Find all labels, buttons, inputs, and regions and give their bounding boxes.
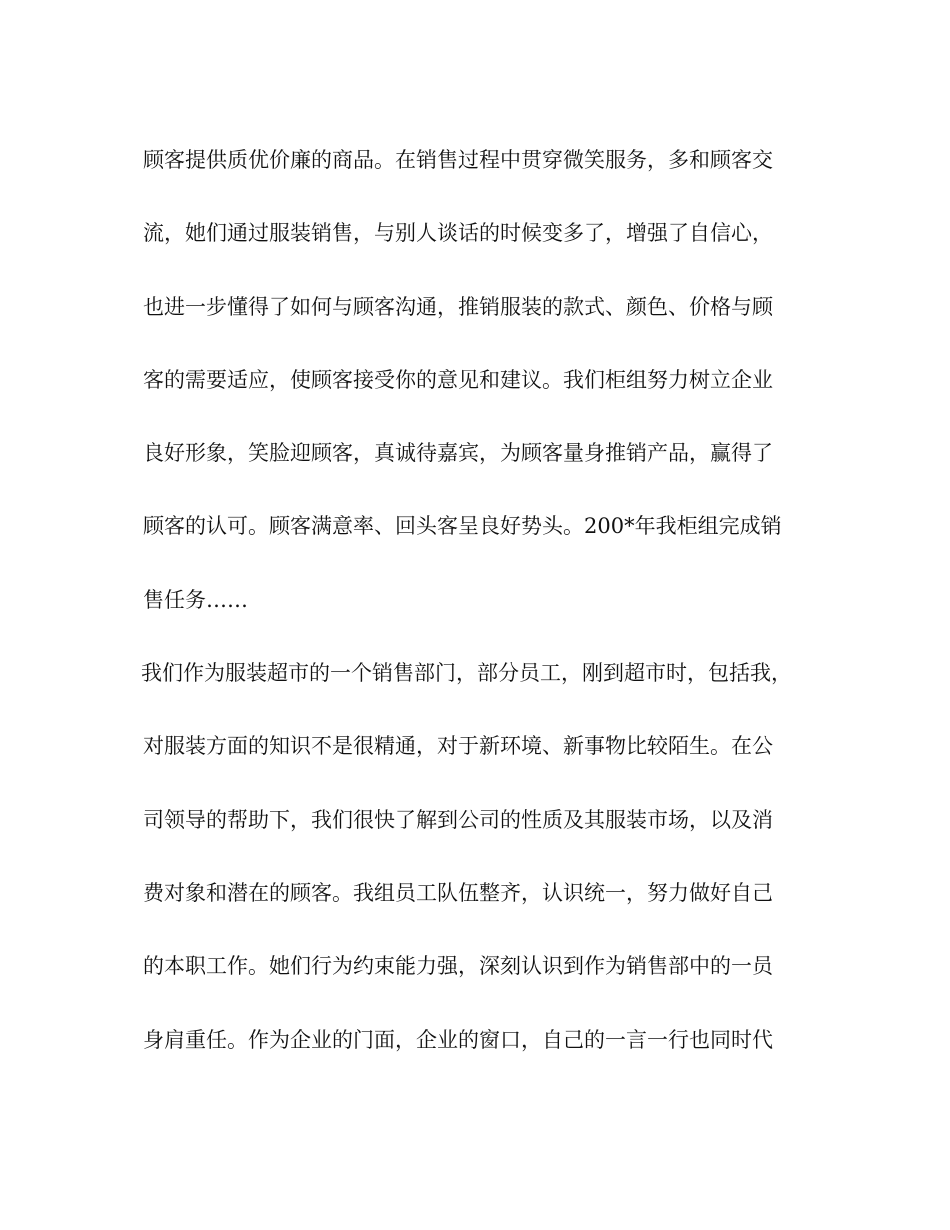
paragraph-2 <box>143 653 813 1093</box>
text-line: 的本职工作。她们行为约束能力强，深刻认识到作为销售部中的一员 <box>143 954 773 979</box>
text-line: 顾客的认可。顾客满意率、回头客呈良好势头。200*年我柜组完成销 <box>143 514 782 539</box>
text-line: 对服装方面的知识不是很精通，对于新环境、新事物比较陌生。在公 <box>143 734 773 759</box>
text-line: 顾客提供质优价廉的商品。在销售过程中贯穿微笑服务，多和顾客交 <box>143 148 773 172</box>
text-line: 流，她们通过服装销售，与别人谈话的时候变多了，增强了自信心， <box>143 221 773 246</box>
document-body <box>143 140 813 1093</box>
text-line: 司领导的帮助下，我们很快了解到公司的性质及其服装市场，以及消 <box>143 807 773 832</box>
text-line: 客的需要适应，使顾客接受你的意见和建议。我们柜组努力树立企业 <box>143 367 773 392</box>
text-line: 我们作为服装超市的一个销售部门，部分员工，刚到超市时，包括我， <box>141 661 792 686</box>
text-line: 费对象和潜在的顾客。我组员工队伍整齐，认识统一，努力做好自己 <box>143 880 773 905</box>
text-line: 身肩重任。作为企业的门面，企业的窗口，自己的一言一行也同时代 <box>143 1027 773 1052</box>
text-line: 也进一步懂得了如何与顾客沟通，推销服装的款式、颜色、价格与顾 <box>143 294 773 319</box>
paragraph-1 <box>143 140 813 653</box>
text-line: 良好形象，笑脸迎顾客，真诚待嘉宾，为顾客量身推销产品，赢得了 <box>143 441 773 466</box>
text-line: 售任务…… <box>143 587 248 612</box>
